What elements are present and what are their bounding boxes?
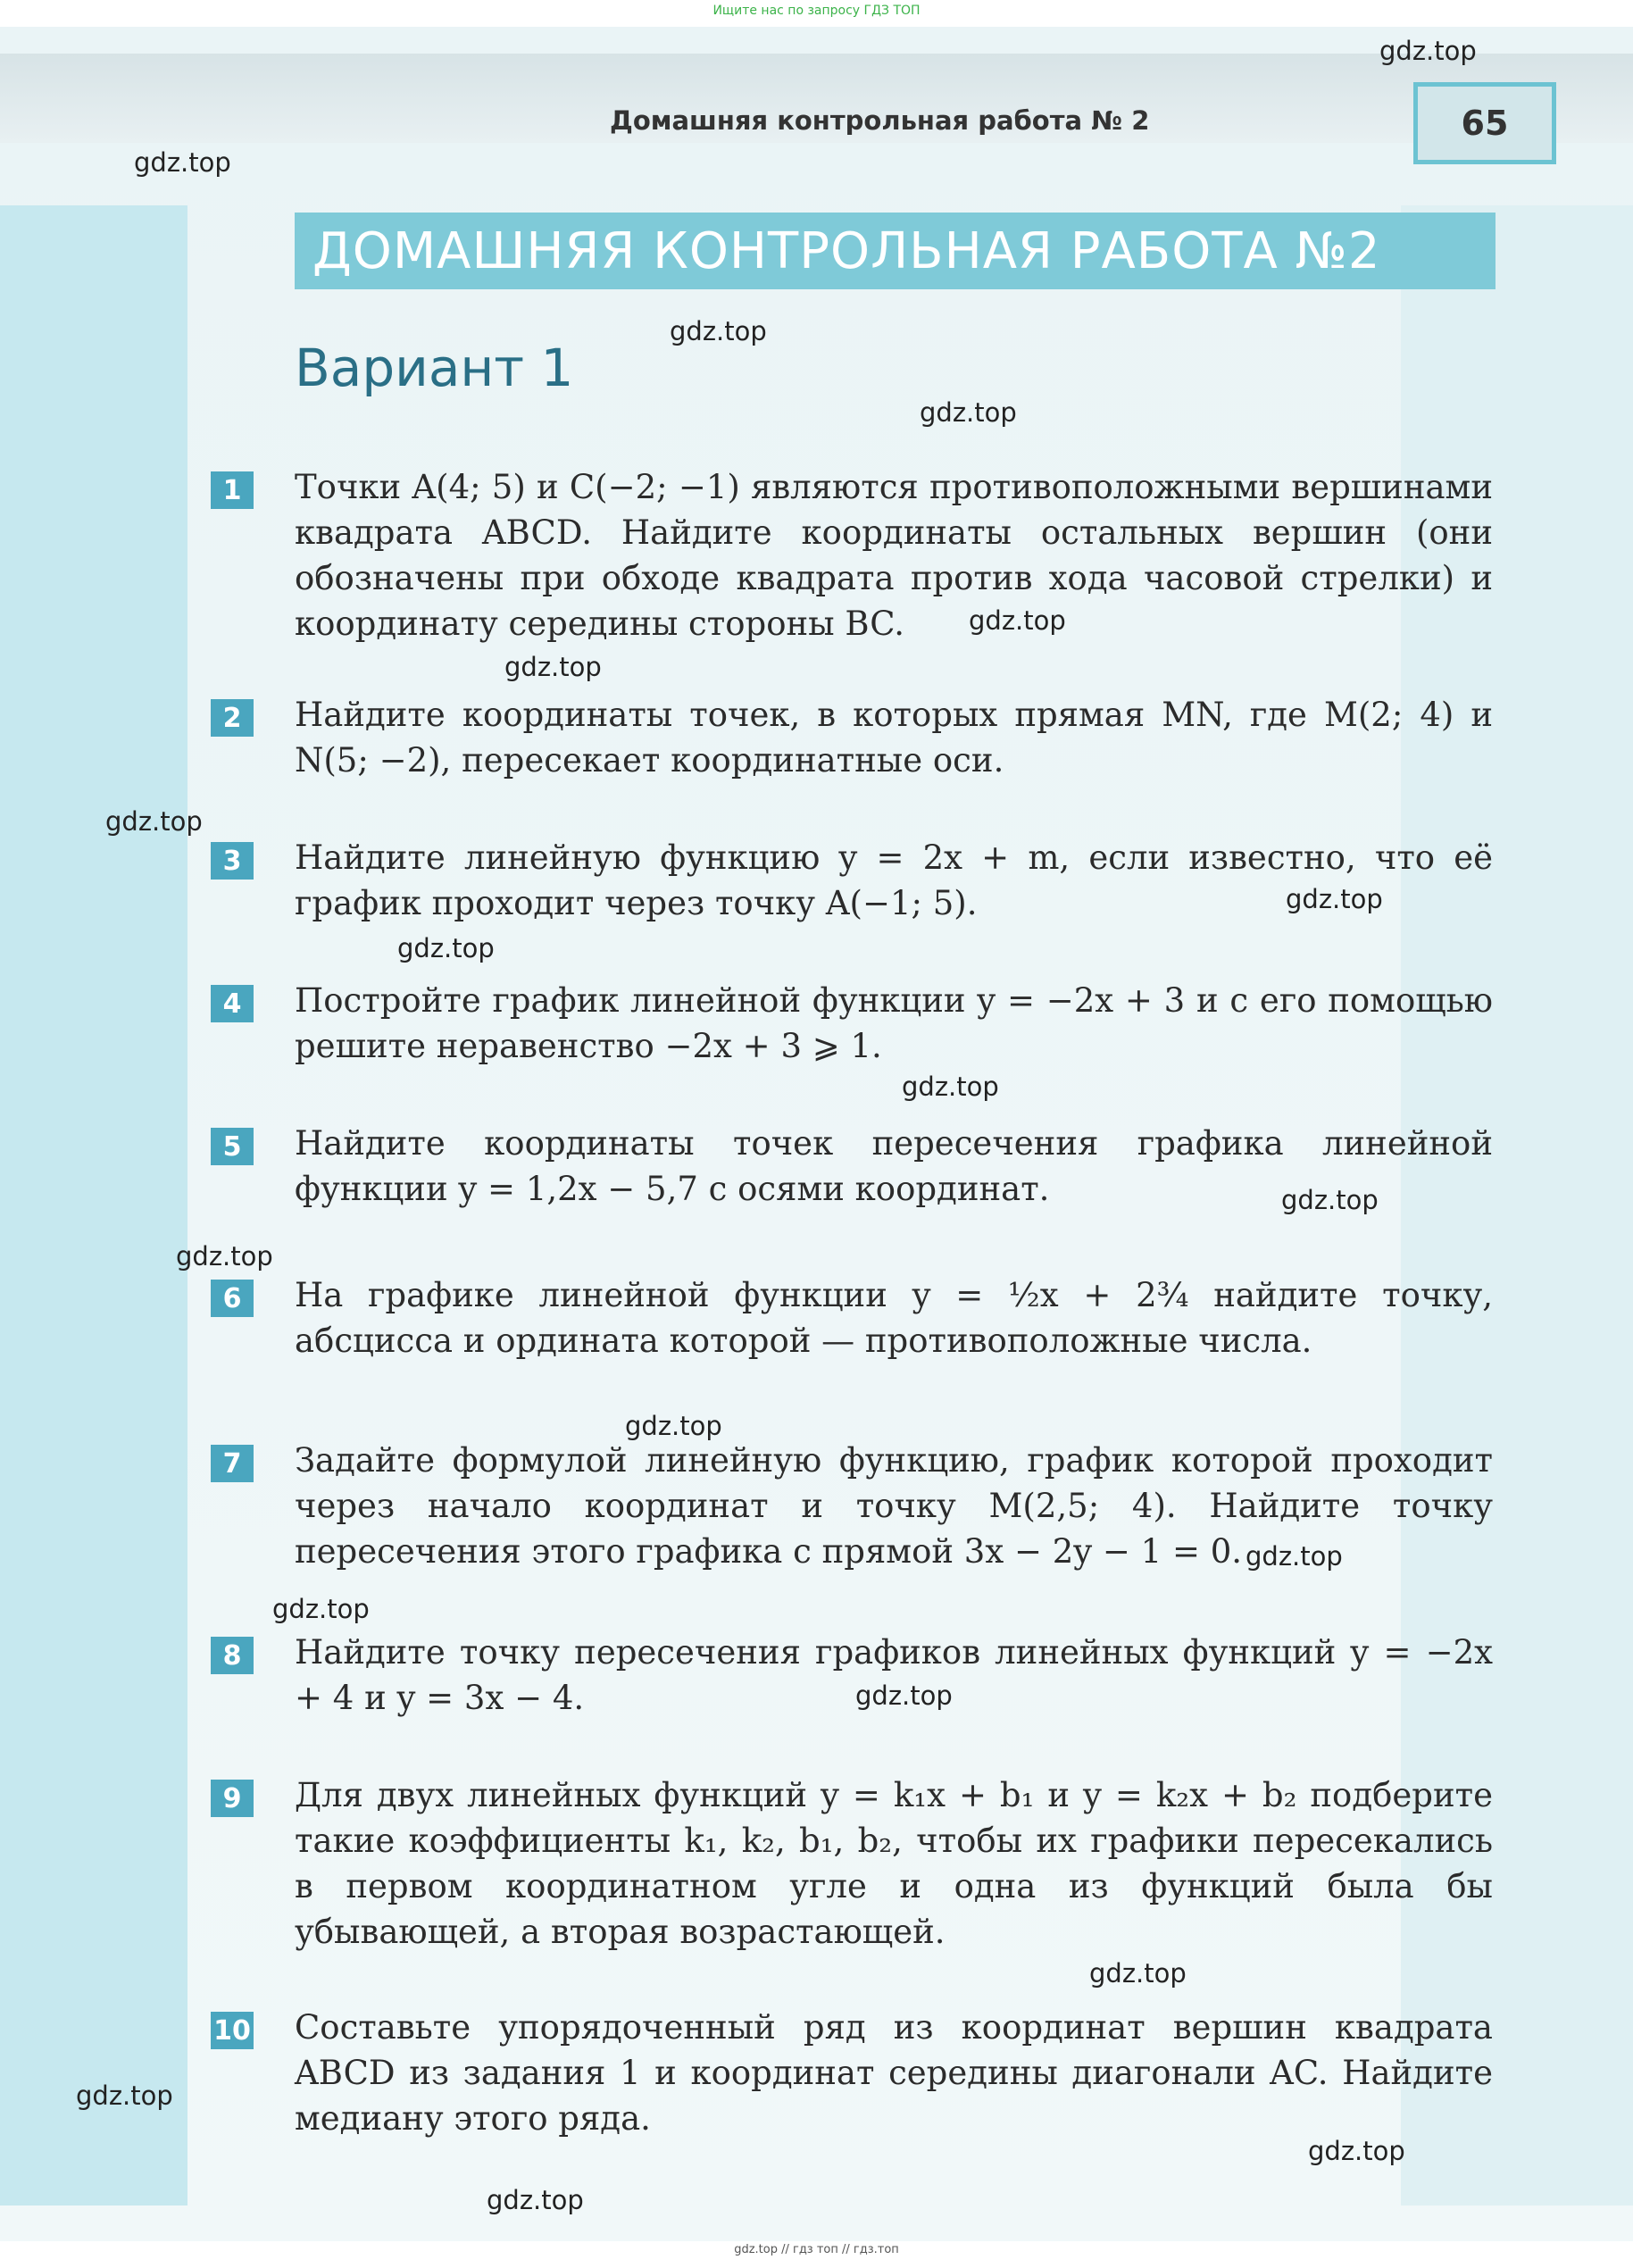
task-text: На графике линейной функции y = ½x + 2¾ найдите точку, абсцисса и ордината которой — противоположные числа.	[295, 1276, 1493, 1360]
search-hint: Ищите нас по запросу ГДЗ ТОП	[712, 4, 921, 18]
task-text: Для двух линейных функций y = k₁x + b₁ и y = k₂x + b₂ подберите такие коэффициенты k₁, k₂, b₁, b₂, чтобы их графики пересекались в первом координатном угле и одна из функций была бы убывающей, а вторая возрастающей.	[295, 1776, 1493, 1951]
task-number: 8	[211, 1637, 254, 1674]
task-text: Точки A(4; 5) и C(−2; −1) являются противоположными вершинами квадрата ABCD. Найдите координаты остальных вершин (они обозначены при обходе квадрата против хода часовой стрелки) и координату середины стороны BC.	[295, 468, 1493, 643]
task-number: 3	[211, 842, 254, 880]
task-text: Постройте график линейной функции y = −2x + 3 и с его помощью решите неравенство −2x + 3 ⩾ 1.	[295, 981, 1493, 1065]
watermark: gdz.top	[397, 933, 495, 963]
task-text: Найдите координаты точек, в которых прямая MN, где M(2; 4) и N(5; −2), пересекает координатные оси.	[295, 696, 1493, 780]
variant-heading: Вариант 1	[295, 338, 574, 398]
task-number: 4	[211, 985, 254, 1022]
task-text: Задайте формулой линейную функцию, график которой проходит через начало координат и точку M(2,5; 4). Найдите точку пересечения этого графика с прямой 3x − 2y − 1 = 0.	[295, 1441, 1493, 1571]
task-number: 7	[211, 1445, 254, 1482]
watermark: gdz.top	[272, 1594, 370, 1624]
watermark: gdz.top	[504, 652, 602, 682]
watermark: gdz.top	[1286, 884, 1383, 914]
watermark: gdz.top	[855, 1680, 953, 1711]
watermark: gdz.top	[1089, 1958, 1187, 1989]
footer-note: gdz.top // гдз топ // гдз.топ	[734, 2243, 899, 2256]
watermark: gdz.top	[670, 316, 767, 346]
watermark: gdz.top	[1246, 1541, 1343, 1572]
task-text: Найдите координаты точек пересечения графика линейной функции y = 1,2x − 5,7 с осями координат.	[295, 1124, 1493, 1208]
watermark: gdz.top	[1379, 36, 1477, 66]
watermark: gdz.top	[487, 2185, 584, 2215]
task-number: 9	[211, 1780, 254, 1817]
task-number: 5	[211, 1128, 254, 1165]
watermark: gdz.top	[625, 1411, 722, 1441]
watermark: gdz.top	[1281, 1185, 1379, 1215]
task-text: Составьте упорядоченный ряд из координат вершин квадрата ABCD из задания 1 и координат середины диагонали AC. Найдите медиану этого ряда.	[295, 2008, 1493, 2138]
watermark: gdz.top	[920, 397, 1017, 428]
task-number: 1	[211, 471, 254, 509]
watermark: gdz.top	[176, 1241, 273, 1272]
task-text: Найдите линейную функцию y = 2x + m, если известно, что её график проходит через точку A(−1; 5).	[295, 838, 1493, 922]
watermark: gdz.top	[1308, 2136, 1405, 2166]
task-text: Найдите точку пересечения графиков линейных функций y = −2x + 4 и y = 3x − 4.	[295, 1633, 1493, 1717]
task-number: 10	[211, 2012, 254, 2049]
task-number: 6	[211, 1280, 254, 1317]
watermark: gdz.top	[134, 147, 231, 178]
page-title: ДОМАШНЯЯ КОНТРОЛЬНАЯ РАБОТА №2	[295, 213, 1496, 289]
running-head: Домашняя контрольная работа № 2	[610, 105, 1150, 136]
watermark: gdz.top	[105, 806, 203, 837]
watermark: gdz.top	[969, 605, 1066, 636]
page-number: 65	[1413, 82, 1556, 164]
left-margin-band	[0, 205, 187, 2205]
watermark: gdz.top	[902, 1071, 999, 1102]
watermark: gdz.top	[76, 2080, 173, 2111]
task-number: 2	[211, 699, 254, 737]
